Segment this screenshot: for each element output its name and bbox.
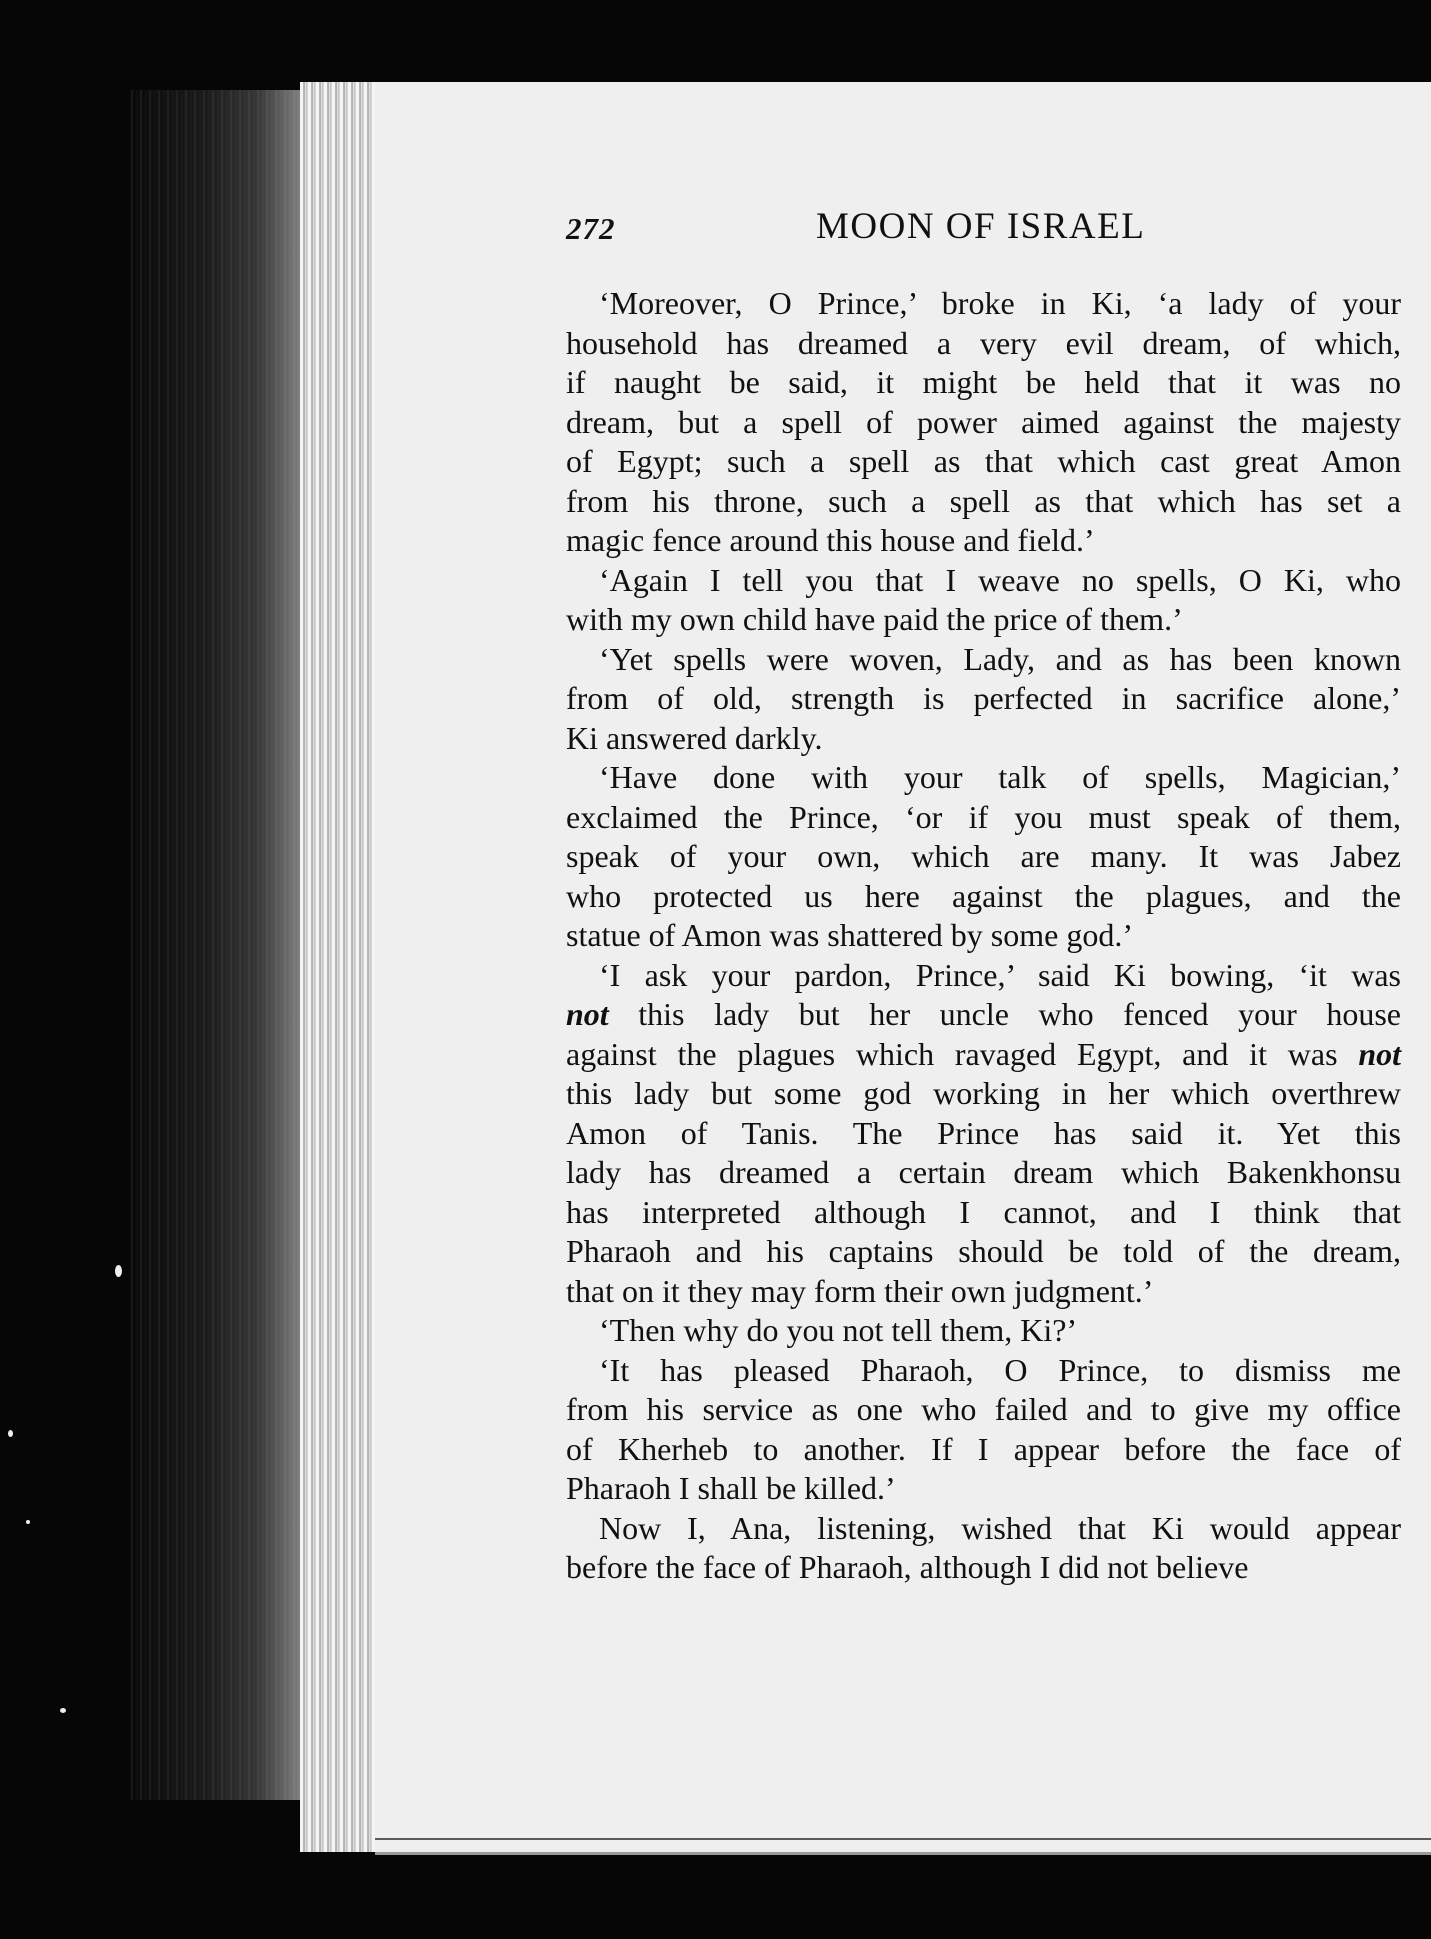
text-run: Pharaoh and his captains should be told of the dream, (566, 1233, 1401, 1269)
text-line (566, 1114, 1401, 1154)
text-run: Amon of Tanis. The Prince has said it. Yet this (566, 1114, 1401, 1151)
paragraph (566, 1351, 1401, 1509)
text-line: with my own child have paid the price of them.’ (566, 601, 1183, 637)
paragraph (566, 561, 1401, 640)
paragraph (566, 1311, 1401, 1351)
text-run: this lady but her uncle who fenced your house (608, 996, 1401, 1032)
text-line: of Egypt; such a spell as that which cast great Amon (566, 443, 1401, 479)
text-line (566, 995, 1401, 1035)
text-line: from his throne, such a spell as that which has set a (566, 482, 1401, 519)
page-number: 272 (566, 211, 616, 246)
text-line (566, 1272, 1401, 1312)
dust-speck (26, 1520, 30, 1524)
text-run: has interpreted although I cannot, and I think that (566, 1193, 1401, 1230)
paragraph (566, 1509, 1401, 1588)
text-line: dream, but a spell of power aimed against the majesty (566, 403, 1401, 440)
text-run: ‘I ask your pardon, Prince,’ said Ki bowing, ‘it was (599, 956, 1401, 993)
text-line: from his service as one who failed and to give my office (566, 1391, 1401, 1427)
text-line (566, 1035, 1401, 1075)
text-line: ‘Then why do you not tell them, Ki?’ (599, 1312, 1078, 1348)
text-line: if naught be said, it might be held that it was no (566, 364, 1401, 400)
text-run: this lady but some god working in her which overthrew (566, 1075, 1401, 1111)
text-line (566, 956, 1401, 996)
dust-speck (8, 1430, 13, 1437)
text-line (566, 1153, 1401, 1193)
dust-speck (60, 1708, 66, 1713)
emphasized-word: not (1358, 1035, 1401, 1072)
text-line (566, 1232, 1401, 1272)
text-line: ‘Moreover, O Prince,’ broke in Ki, ‘a lady of your (599, 285, 1401, 321)
text-line: ‘Yet spells were woven, Lady, and as has been known (599, 640, 1401, 677)
paragraph (566, 758, 1401, 956)
paragraph (566, 640, 1401, 759)
text-line: ‘Have done with your talk of spells, Magician,’ (599, 759, 1401, 795)
emphasized-word: not (566, 996, 609, 1032)
paragraph (566, 956, 1401, 1312)
text-line: Pharaoh I shall be killed.’ (566, 1470, 896, 1506)
body-text (566, 284, 1401, 1588)
text-run: lady has dreamed a certain dream which Bakenkhonsu (566, 1154, 1401, 1190)
text-line: ‘Again I tell you that I weave no spells, O Ki, who (599, 561, 1401, 598)
text-line: statue of Amon was shattered by some god.’ (566, 917, 1133, 953)
text-line: speak of your own, which are many. It was Jabez (566, 838, 1401, 874)
running-head (566, 205, 1396, 255)
text-line: before the face of Pharaoh, although I did not believe (566, 1549, 1249, 1585)
text-line: Now I, Ana, listening, wished that Ki would appear (599, 1509, 1401, 1546)
text-run: that on it they may form their own judgment.’ (566, 1272, 1154, 1309)
text-line (566, 1193, 1401, 1233)
paragraph (566, 284, 1401, 561)
running-title: MOON OF ISRAEL (816, 206, 1146, 247)
text-line: household has dreamed a very evil dream, of which, (566, 324, 1401, 361)
text-line: from of old, strength is perfected in sacrifice alone,’ (566, 680, 1401, 716)
page-edge-stack (300, 82, 385, 1852)
text-line: ‘It has pleased Pharaoh, O Prince, to dismiss me (599, 1351, 1401, 1388)
text-line: who protected us here against the plagues, and the (566, 877, 1401, 914)
book-gutter-shadow (130, 90, 300, 1800)
text-run: against the plagues which ravaged Egypt, and it was (566, 1035, 1359, 1072)
text-line (566, 1074, 1401, 1114)
page-bottom-edge (375, 1838, 1431, 1840)
text-line: exclaimed the Prince, ‘or if you must speak of them, (566, 798, 1401, 835)
text-line: magic fence around this house and field.’ (566, 522, 1095, 558)
text-line: Ki answered darkly. (566, 719, 823, 756)
dust-speck (115, 1265, 122, 1277)
text-line: of Kherheb to another. If I appear before the face of (566, 1430, 1401, 1467)
